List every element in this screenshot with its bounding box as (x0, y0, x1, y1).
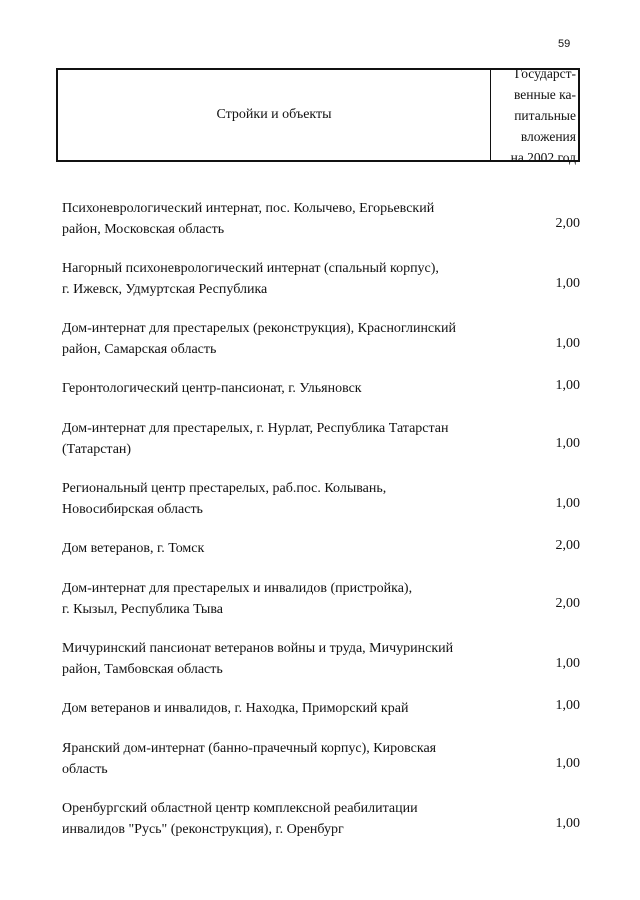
investment-header-line: венные ка- (513, 86, 576, 102)
object-name (62, 418, 502, 460)
page-number: 59 (558, 38, 571, 50)
object-name-line: Региональный центр престарелых, раб.пос. Колывань, (62, 481, 387, 496)
object-name-line: район, Самарская область (62, 342, 217, 357)
object-name-line: Дом-интернат для престарелых, г. Нурлат, Республика Татарстан (62, 421, 449, 436)
investment-value: 1,00 (555, 816, 580, 831)
investment-header-line: на 2002 год (510, 149, 576, 165)
investment-header-line: вложения (520, 128, 576, 144)
table-row (62, 478, 580, 538)
object-name-line: Психоневрологический интернат, пос. Колычево, Егорьевский (62, 201, 435, 216)
object-name-line: Геронтологический центр-пансионат, г. Ульяновск (62, 381, 362, 396)
object-name-line: Новосибирская область (62, 502, 203, 517)
object-name-line: г. Кызыл, Республика Тыва (62, 602, 223, 617)
investment-value: 2,00 (555, 538, 580, 553)
object-name (62, 478, 502, 520)
object-name (62, 738, 502, 780)
table-row (62, 798, 580, 858)
table-row (62, 198, 580, 258)
investment-value: 1,00 (555, 496, 580, 511)
object-name-line: (Татарстан) (62, 442, 132, 457)
table-row (62, 378, 580, 418)
object-name (62, 538, 502, 559)
table-body (62, 198, 580, 858)
object-name-line: Мичуринский пансионат ветеранов войны и труда, Мичуринский (62, 641, 454, 656)
investment-header-line: питальные (514, 107, 576, 123)
object-name-line: Дом-интернат для престарелых и инвалидов (пристройка), (62, 581, 413, 596)
object-name-line: Дом ветеранов, г. Томск (62, 541, 205, 556)
table-row (62, 638, 580, 698)
object-name-line: Оренбургский областной центр комплексной реабилитации (62, 801, 418, 816)
object-name-line: область (62, 762, 108, 777)
object-name (62, 258, 502, 300)
table-row (62, 738, 580, 798)
object-name-line: Яранский дом-интернат (банно-прачечный корпус), Кировская (62, 741, 437, 756)
object-name (62, 638, 502, 680)
investment-value: 1,00 (555, 436, 580, 451)
investment-value: 2,00 (555, 596, 580, 611)
investment-value: 1,00 (555, 378, 580, 393)
object-name-line: г. Ижевск, Удмуртская Республика (62, 282, 268, 297)
object-name-line: Дом-интернат для престарелых (реконструкция), Красноглинский (62, 321, 456, 336)
investment-value: 1,00 (555, 698, 580, 713)
table-row (62, 258, 580, 318)
table-header (56, 65, 580, 165)
investment-value: 1,00 (555, 656, 580, 671)
objects-column-header: Стройки и объекты (216, 107, 332, 122)
object-name-line: инвалидов "Русь" (реконструкция), г. Оренбург (62, 822, 344, 837)
investment-value: 1,00 (555, 756, 580, 771)
object-name (62, 698, 502, 719)
table-row (62, 318, 580, 378)
object-name (62, 198, 502, 240)
investment-column-header (490, 65, 578, 165)
investment-value: 1,00 (555, 276, 580, 291)
object-name-line: Дом ветеранов и инвалидов, г. Находка, Приморский край (62, 701, 409, 716)
object-name-line: Нагорный психоневрологический интернат (спальный корпус), (62, 261, 439, 276)
investment-header-line: Государст- (514, 65, 576, 81)
object-name (62, 578, 502, 620)
table-row (62, 538, 580, 578)
investment-value: 2,00 (555, 216, 580, 231)
object-name (62, 798, 502, 840)
table-row (62, 418, 580, 478)
table-row (62, 698, 580, 738)
object-name-line: район, Московская область (62, 222, 225, 237)
investment-value: 1,00 (555, 336, 580, 351)
object-name (62, 378, 502, 399)
table-row (62, 578, 580, 638)
object-name (62, 318, 502, 360)
object-name-line: район, Тамбовская область (62, 662, 223, 677)
